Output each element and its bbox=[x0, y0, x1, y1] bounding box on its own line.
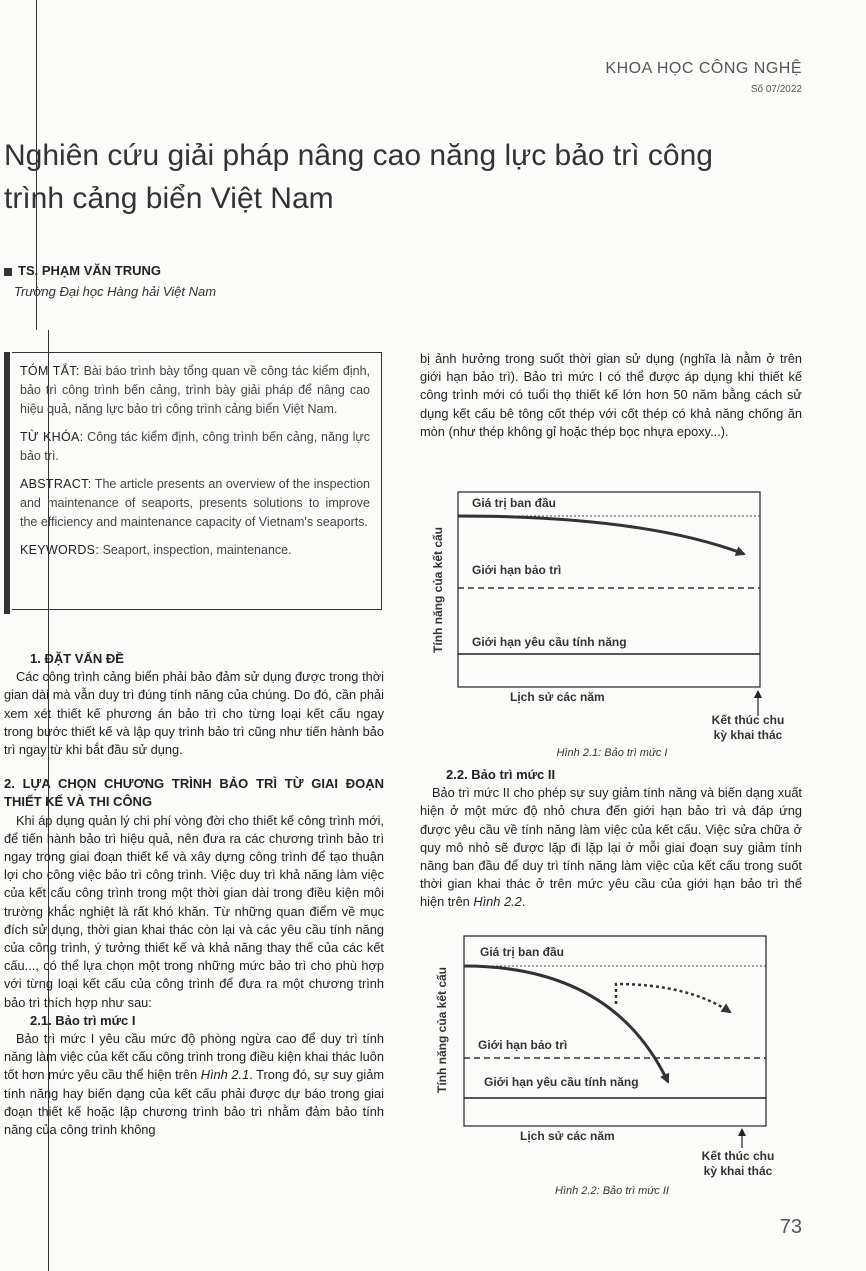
section1-body: Các công trình cảng biển phải bảo đảm sử dụng được trong thời gian dài mà vẫn duy trì đúng tính năng của chúng. Do đó, cần phải xem xét thiết kế phương án bảo trì cho từng loại kết cấu ngay trong bước thiết kế và lập quy trình bảo trì cũng như tiến hành bảo trì ngay từ khi bắt đầu sử dụng. bbox=[4, 669, 384, 758]
fig1-performance-curve bbox=[458, 516, 744, 554]
author-name bbox=[4, 263, 161, 278]
figure-2-1 bbox=[420, 478, 800, 763]
section22-body-b: . bbox=[521, 894, 526, 910]
abstract-text: The article presents an overview of the inspection and maintenance of seaports, presents solutions to improve the efficiency and maintenance capacity of Vietnam's seaports. bbox=[20, 477, 370, 529]
fig1-ylabel: Tính năng của kết cấu bbox=[431, 526, 445, 654]
section1-heading: 1. ĐẶT VẤN ĐỀ bbox=[30, 651, 124, 666]
tukhoa-text: Công tác kiểm định, công trình bến cảng, năng lực bảo trì. bbox=[20, 430, 370, 463]
section21-body bbox=[4, 1030, 384, 1139]
fig1-end-label-2: kỳ khai thác bbox=[713, 728, 783, 742]
section2-heading: 2. LỰA CHỌN CHƯƠNG TRÌNH BẢO TRÌ TỪ GIAI ĐOẠN THIẾT KẾ VÀ THI CÔNG bbox=[4, 776, 384, 810]
fig2-maint-label: Giới hạn bảo trì bbox=[478, 1038, 568, 1052]
fig1-xlabel: Lịch sử các năm bbox=[510, 690, 605, 704]
fig2-repair-curve bbox=[616, 984, 730, 1012]
fig2-end-label-1: Kết thúc chu bbox=[701, 1149, 775, 1163]
section22-body bbox=[420, 784, 802, 911]
right-column-middle bbox=[420, 766, 802, 912]
page-number: 73 bbox=[779, 1216, 802, 1238]
article-title: Nghiên cứu giải pháp nâng cao năng lực bảo trì công trình cảng biển Việt Nam bbox=[4, 139, 713, 215]
fig2-caption: Hình 2.2: Bảo trì mức II bbox=[555, 1185, 669, 1197]
header-issue: Số 07/2022 bbox=[750, 84, 802, 95]
tukhoa-label: TỪ KHÓA: bbox=[20, 430, 84, 444]
fig2-ylabel: Tính năng của kết cấu bbox=[435, 966, 449, 1094]
author-affiliation: Trường Đại học Hàng hải Việt Nam bbox=[14, 284, 217, 299]
fig1-end-label-1: Kết thúc chu bbox=[711, 713, 785, 727]
header-section: KHOA HỌC CÔNG NGHỆ bbox=[605, 60, 802, 77]
abstract-label: ABSTRACT: bbox=[20, 477, 92, 491]
section21-body-a: Bảo trì mức I yêu cầu mức độ phòng ngừa cao để duy trì tính năng làm việc của kết cấu công trình trong điều kiện khai thác luôn tốt hơn mức yêu cầu thể hiện trên bbox=[4, 1031, 384, 1083]
fig2-req-label: Giới hạn yêu cầu tính năng bbox=[484, 1075, 639, 1089]
fig1-frame bbox=[458, 492, 760, 687]
right-column-top bbox=[420, 350, 802, 441]
tomtat-label: TÓM TẮT: bbox=[20, 364, 80, 378]
bullet-square-icon bbox=[4, 268, 12, 276]
section22-heading: 2.2. Bảo trì mức II bbox=[446, 767, 556, 782]
fig1-maint-label: Giới hạn bảo trì bbox=[472, 563, 562, 577]
figure-ref: Hình 2.1 bbox=[200, 1067, 250, 1083]
fig2-initial-label: Giá trị ban đầu bbox=[480, 945, 565, 959]
left-column bbox=[4, 650, 384, 1139]
abstract-accent-bar bbox=[4, 352, 10, 614]
abstract-content bbox=[20, 362, 370, 569]
section21-body-continued: bị ảnh hưởng trong suốt thời gian sử dụng (nghĩa là nằm ở trên giới hạn bảo trì). Bảo trì mức I có thể được áp dụng khi thiết kế công trình mới có tuổi thọ thiết kế lớn hơn 50 năm bằng cách sử dụng kết cấu bê tông cốt thép với cốt thép có khả năng chống ăn mòn (như thép không gỉ hoặc thép bọc nhựa epoxy...). bbox=[420, 351, 802, 439]
fig1-caption: Hình 2.1: Bảo trì mức I bbox=[556, 747, 668, 759]
fig2-end-label-2: kỳ khai thác bbox=[703, 1164, 773, 1178]
figure-2-2 bbox=[420, 932, 800, 1202]
author-name-text: TS. PHẠM VĂN TRUNG bbox=[18, 263, 161, 278]
section2-body: Khi áp dụng quản lý chi phí vòng đời cho thiết kế công trình mới, để tiến hành bảo trì hiệu quả, nên đưa ra các chương trình bảo trì ngay trong giai đoạn thiết kế và xây dựng công trình để tạo thuận lợi cho công việc bảo trì công trình. Việc duy trì khả năng làm việc của kết cấu công trình trong một thời gian dài trong điều kiện môi trường khắc nghiệt là rất khó khăn. Từ những quan điểm về mục đích sử dụng, thời gian khai thác còn lại và các yêu cầu tính năng của công trình, ý tưởng thiết kế và khả năng thay thế của các kết cấu..., có thể lựa chọn một trong những mức bảo trì cho phù hợp với từng loại kết cấu của công trình để đưa ra một chương trình bảo trì thích hợp như sau: bbox=[4, 812, 384, 1010]
fig2-xlabel: Lịch sử các năm bbox=[520, 1129, 615, 1143]
section21-heading: 2.1. Bảo trì mức I bbox=[30, 1012, 136, 1028]
fig1-req-label: Giới hạn yêu cầu tính năng bbox=[472, 635, 627, 649]
keywords-text: Seaport, inspection, maintenance. bbox=[99, 543, 292, 557]
section22-body-a: Bảo trì mức II cho phép sự suy giảm tính năng và biến dạng xuất hiện ở một mức độ nhỏ chưa đến giới hạn bảo trì và đáp ứng được yêu cầu về tính năng làm việc của kết cấu. Việc sửa chữa ở quy mô nhỏ sẽ được lặp đi lặp lại ở mỗi giai đoạn suy giảm tính năng ban đầu để duy trì tính năng làm việc của kết cấu trong suốt thời gian khai thác ở trên mức yêu cầu của giới hạn bảo trì thể hiện trên bbox=[420, 785, 802, 910]
section21-body-b: . Trong đó, sự suy giảm tính năng hay biến dạng của kết cấu phải được dự báo trong giai đoạn thiết kế hoặc lập chương trình bảo trì nhằm đảm bảo tính năng của công trình không bbox=[4, 1067, 384, 1138]
fig2-performance-curve bbox=[464, 966, 668, 1082]
keywords-label: KEYWORDS: bbox=[20, 543, 100, 557]
tomtat-text: Bài báo trình bày tổng quan về công tác kiểm định, bảo trì công trình bến cảng, trình bày giải pháp để nâng cao hiệu quả, năng lực bảo trì công trình cảng biển Việt Nam. bbox=[20, 364, 371, 416]
fig1-initial-label: Giá trị ban đầu bbox=[472, 496, 557, 510]
figure-ref: Hình 2.2 bbox=[473, 894, 522, 910]
